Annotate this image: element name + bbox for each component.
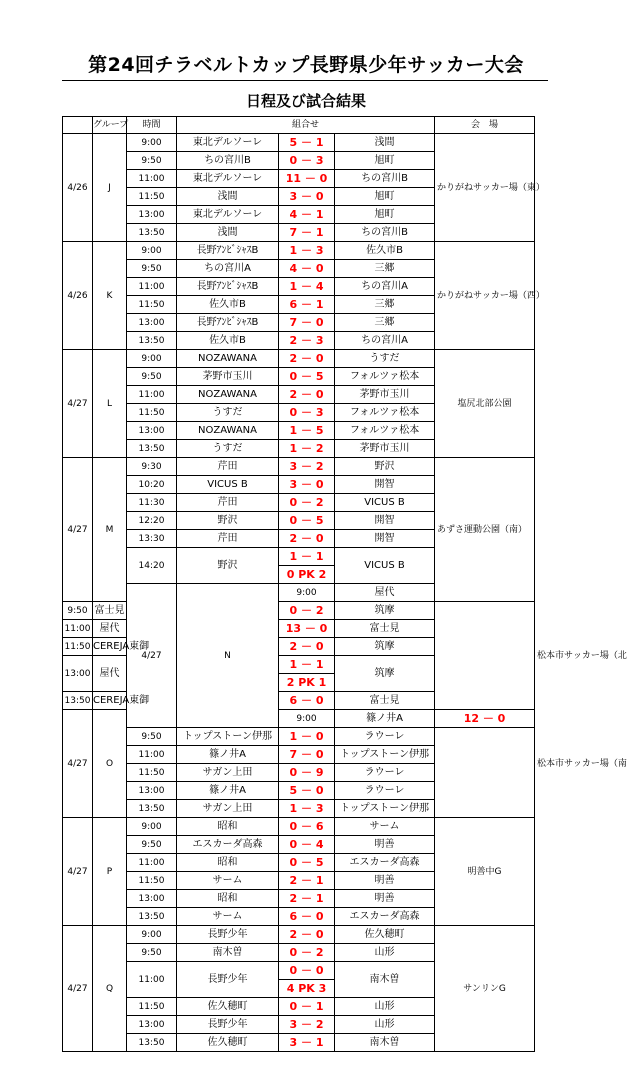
away-team: ラウーレ (335, 728, 435, 746)
match-time: 9:50 (63, 602, 93, 620)
match-time: 11:00 (127, 962, 177, 998)
group-letter: L (93, 350, 127, 458)
match-score: 12 － 0 (435, 710, 535, 728)
home-team: 野沢 (177, 512, 279, 530)
home-team: 芹田 (177, 458, 279, 476)
home-team: NOZAWANA (177, 350, 279, 368)
match-time: 11:50 (127, 872, 177, 890)
away-team: 佐久穂町 (335, 926, 435, 944)
away-team: 山形 (335, 944, 435, 962)
match-score: 4 － 0 (279, 260, 335, 278)
venue-name: 明善中G (435, 818, 535, 926)
match-time: 9:50 (127, 944, 177, 962)
match-time: 11:50 (127, 188, 177, 206)
match-time: 9:50 (127, 152, 177, 170)
home-team: 野沢 (177, 548, 279, 584)
match-time: 9:50 (127, 260, 177, 278)
away-team: 明善 (335, 836, 435, 854)
header-group: グループ (93, 117, 127, 134)
score-cell (279, 548, 335, 584)
away-team: ラウーレ (335, 764, 435, 782)
match-score: 11 － 0 (279, 170, 335, 188)
match-score: 2 － 0 (279, 386, 335, 404)
match-time: 9:00 (127, 926, 177, 944)
away-team: ちの宮川A (335, 332, 435, 350)
home-team: CEREJA東御 (93, 692, 127, 710)
away-team: エスカーダ高森 (335, 908, 435, 926)
match-time: 11:00 (127, 170, 177, 188)
match-score: 13 － 0 (279, 620, 335, 638)
home-team: 長野少年 (177, 1016, 279, 1034)
match-score: 1 － 2 (279, 440, 335, 458)
home-team: 浅間 (177, 188, 279, 206)
match-time: 9:50 (127, 728, 177, 746)
match-time: 11:00 (127, 386, 177, 404)
match-time: 13:50 (63, 692, 93, 710)
match-score: 1 － 1 (279, 656, 334, 674)
match-score: 0 － 1 (279, 998, 335, 1016)
home-team: 屋代 (335, 584, 435, 602)
match-score: 5 － 1 (279, 134, 335, 152)
away-team: 南木曽 (335, 1034, 435, 1052)
match-score: 0 － 3 (279, 404, 335, 422)
match-time: 13:00 (127, 206, 177, 224)
match-row (63, 764, 535, 782)
group-date: 4/27 (63, 818, 93, 926)
venue-name: あずさ運動公園（南） (435, 458, 535, 602)
home-team: うすだ (177, 440, 279, 458)
header-date (63, 117, 93, 134)
match-time: 13:50 (127, 1034, 177, 1052)
match-time: 13:00 (127, 314, 177, 332)
match-score: 2 － 0 (279, 926, 335, 944)
home-team: 昭和 (177, 890, 279, 908)
header-time: 時間 (127, 117, 177, 134)
match-score: 0 － 2 (279, 494, 335, 512)
match-time: 14:20 (127, 548, 177, 584)
match-row: 4/27 O 9:00 篠ノ井A 12 － 0 松本市サッカー場（南 (63, 710, 535, 728)
match-time: 11:00 (127, 278, 177, 296)
page-subtitle: 日程及び試合結果 (245, 92, 366, 110)
match-score: 4 － 1 (279, 206, 335, 224)
home-team: うすだ (177, 404, 279, 422)
match-time: 11:00 (127, 854, 177, 872)
header-venue: 会 場 (435, 117, 535, 134)
match-time: 13:00 (63, 656, 93, 692)
home-team: 長野少年 (177, 926, 279, 944)
home-team: エスカーダ高森 (177, 836, 279, 854)
group-letter: P (93, 818, 127, 926)
home-team: サガン上田 (177, 800, 279, 818)
away-team: エスカーダ高森 (335, 854, 435, 872)
match-score: 3 － 0 (279, 476, 335, 494)
away-team: 筑摩 (335, 638, 435, 656)
header-matchup: 組合せ (177, 117, 435, 134)
away-team: うすだ (335, 350, 435, 368)
group-letter: N (177, 584, 279, 728)
match-time: 9:00 (127, 818, 177, 836)
match-score: 1 － 1 (279, 548, 334, 566)
match-time: 11:50 (127, 404, 177, 422)
match-score: 6 － 0 (279, 908, 335, 926)
home-team: 昭和 (177, 818, 279, 836)
page-title: 第24回チラベルトカップ長野県少年サッカー大会 (88, 54, 524, 76)
match-time: 13:50 (127, 440, 177, 458)
home-team: 長野ｱﾝﾋﾞｼｬｽB (177, 278, 279, 296)
match-score: 2 － 3 (279, 332, 335, 350)
home-team: ちの宮川A (177, 260, 279, 278)
match-score: 0 － 4 (279, 836, 335, 854)
away-team: 富士見 (335, 692, 435, 710)
home-team: 佐久穂町 (177, 998, 279, 1016)
match-score: 2 － 0 (279, 638, 335, 656)
home-team: トップストーン伊那 (177, 728, 279, 746)
home-team: サガン上田 (177, 764, 279, 782)
venue-name: サンリンG (435, 926, 535, 1052)
match-score: 2 － 0 (279, 530, 335, 548)
away-team: フォルツァ松本 (335, 368, 435, 386)
match-score: 3 － 0 (279, 188, 335, 206)
match-time: 13:00 (127, 422, 177, 440)
match-score: 0 － 0 (279, 962, 334, 980)
away-team: 三郷 (335, 314, 435, 332)
match-score: 7 － 0 (279, 746, 335, 764)
match-time: 11:00 (127, 746, 177, 764)
match-score: 6 － 0 (279, 692, 335, 710)
match-time: 13:00 (127, 1016, 177, 1034)
home-team: 屋代 (93, 656, 127, 692)
away-team: トップストーン伊那 (335, 800, 435, 818)
home-team: 富士見 (93, 602, 127, 620)
match-time: 9:50 (127, 368, 177, 386)
away-team: 筑摩 (335, 602, 435, 620)
away-team: 富士見 (335, 620, 435, 638)
away-team: ラウーレ (335, 782, 435, 800)
away-team: 浅間 (335, 134, 435, 152)
group-date: 4/27 (63, 458, 93, 602)
away-team: トップストーン伊那 (335, 746, 435, 764)
group-date: 4/27 (63, 710, 93, 818)
home-team: 南木曽 (177, 944, 279, 962)
match-row (63, 782, 535, 800)
venue-name: かりがねサッカー場（東） (435, 134, 535, 242)
match-time: 13:30 (127, 530, 177, 548)
home-team: 長野ｱﾝﾋﾞｼｬｽB (177, 314, 279, 332)
home-team: サーム (177, 908, 279, 926)
match-score: 1 － 3 (279, 800, 335, 818)
group-letter: J (93, 134, 127, 242)
home-team: ちの宮川B (177, 152, 279, 170)
match-time: 9:00 (127, 242, 177, 260)
home-team: 芹田 (177, 494, 279, 512)
match-score: 5 － 0 (279, 782, 335, 800)
match-row (63, 728, 535, 746)
home-team: CEREJA東御 (93, 638, 127, 656)
home-team: 浅間 (177, 224, 279, 242)
match-time: 13:00 (127, 782, 177, 800)
match-score: 2 － 1 (279, 890, 335, 908)
home-team: 長野少年 (177, 962, 279, 998)
match-score: 3 － 2 (279, 1016, 335, 1034)
home-team: 篠ノ井A (335, 710, 435, 728)
match-score: 1 － 0 (279, 728, 335, 746)
match-time: 9:00 (127, 350, 177, 368)
away-team: フォルツァ松本 (335, 422, 435, 440)
group-letter: O (93, 710, 127, 818)
match-score: 3 － 2 (279, 458, 335, 476)
match-score: 0 － 5 (279, 512, 335, 530)
match-time: 10:20 (127, 476, 177, 494)
home-team: 芹田 (177, 530, 279, 548)
home-team: 茅野市玉川 (177, 368, 279, 386)
match-score: 3 － 1 (279, 1034, 335, 1052)
home-team: 佐久穂町 (177, 1034, 279, 1052)
title-underline (62, 80, 548, 81)
match-score: 0 － 2 (279, 944, 335, 962)
group-letter: K (93, 242, 127, 350)
away-team: フォルツァ松本 (335, 404, 435, 422)
group-date: 4/27 (63, 350, 93, 458)
match-time: 11:50 (127, 296, 177, 314)
match-time: 13:50 (127, 908, 177, 926)
home-team: 昭和 (177, 854, 279, 872)
match-row (63, 350, 535, 368)
match-score: 0 － 9 (279, 764, 335, 782)
home-team: NOZAWANA (177, 386, 279, 404)
match-score: 6 － 1 (279, 296, 335, 314)
match-score: 1 － 4 (279, 278, 335, 296)
match-time: 9:30 (127, 458, 177, 476)
group-date: 4/26 (63, 134, 93, 242)
away-team: 佐久市B (335, 242, 435, 260)
score-cell (279, 962, 335, 998)
home-team: NOZAWANA (177, 422, 279, 440)
match-time: 11:00 (63, 620, 93, 638)
pk-score: 4 PK 3 (286, 982, 327, 995)
match-score: 0 － 3 (279, 152, 335, 170)
match-time: 11:30 (127, 494, 177, 512)
home-team: 佐久市B (177, 332, 279, 350)
away-team: 野沢 (335, 458, 435, 476)
away-team: VICUS B (335, 548, 435, 584)
match-time: 11:50 (63, 638, 93, 656)
away-team: 明善 (335, 872, 435, 890)
pk-score: 2 PK 1 (286, 676, 327, 689)
match-row (63, 134, 535, 152)
away-team: 茅野市玉川 (335, 440, 435, 458)
away-team: VICUS B (335, 494, 435, 512)
home-team: 佐久市B (177, 296, 279, 314)
away-team: 旭町 (335, 152, 435, 170)
away-team: 山形 (335, 1016, 435, 1034)
schedule-table (62, 116, 627, 1052)
home-team: サーム (177, 872, 279, 890)
match-time: 9:00 (127, 134, 177, 152)
match-time: 11:50 (127, 764, 177, 782)
match-row (63, 926, 535, 944)
away-team: 開智 (335, 512, 435, 530)
group-date: 4/26 (63, 242, 93, 350)
match-time: 13:50 (127, 224, 177, 242)
pk-score: 0 PK 2 (286, 568, 327, 581)
match-row (63, 458, 535, 476)
away-team: ちの宮川A (335, 278, 435, 296)
match-time: 9:50 (127, 836, 177, 854)
away-team: 旭町 (335, 206, 435, 224)
match-row (63, 746, 535, 764)
match-score: 0 － 5 (279, 854, 335, 872)
away-team: 茅野市玉川 (335, 386, 435, 404)
away-team: 明善 (335, 890, 435, 908)
match-row: 4/27 N 9:00 屋代 松本市サッカー場（北 (63, 584, 535, 602)
score-cell (279, 656, 335, 692)
away-team: ちの宮川B (335, 224, 435, 242)
away-team: 開智 (335, 476, 435, 494)
match-score: 0 － 6 (279, 818, 335, 836)
home-team: 東北デルソーレ (177, 134, 279, 152)
home-team: 屋代 (93, 620, 127, 638)
group-letter: M (93, 458, 127, 602)
away-team: ちの宮川B (335, 170, 435, 188)
group-date: 4/27 (127, 584, 177, 728)
match-score: 2 － 0 (279, 350, 335, 368)
home-team: 東北デルソーレ (177, 206, 279, 224)
away-team: 山形 (335, 998, 435, 1016)
match-score: 1 － 3 (279, 242, 335, 260)
away-team: 三郷 (335, 296, 435, 314)
away-team: サーム (335, 818, 435, 836)
match-time: 12:20 (127, 512, 177, 530)
venue-name: 塩尻北部公園 (435, 350, 535, 458)
match-time: 9:00 (279, 584, 335, 602)
match-time: 11:50 (127, 998, 177, 1016)
header-row (63, 117, 535, 134)
match-row (63, 242, 535, 260)
home-team: 篠ノ井A (177, 746, 279, 764)
match-time: 13:00 (127, 890, 177, 908)
match-time: 13:50 (127, 332, 177, 350)
match-score: 0 － 5 (279, 368, 335, 386)
away-team: 開智 (335, 530, 435, 548)
match-row (63, 800, 535, 818)
away-team: 南木曽 (335, 962, 435, 998)
home-team: 長野ｱﾝﾋﾞｼｬｽB (177, 242, 279, 260)
match-score: 0 － 2 (279, 602, 335, 620)
match-score: 7 － 1 (279, 224, 335, 242)
venue-name: かりがねサッカー場（西） (435, 242, 535, 350)
away-team: 筑摩 (335, 656, 435, 692)
match-row (63, 818, 535, 836)
match-score: 7 － 0 (279, 314, 335, 332)
group-letter: Q (93, 926, 127, 1052)
away-team: 三郷 (335, 260, 435, 278)
group-date: 4/27 (63, 926, 93, 1052)
home-team: VICUS B (177, 476, 279, 494)
home-team: 東北デルソーレ (177, 170, 279, 188)
match-time: 13:50 (127, 800, 177, 818)
match-score: 2 － 1 (279, 872, 335, 890)
home-team: 篠ノ井A (177, 782, 279, 800)
match-score: 1 － 5 (279, 422, 335, 440)
match-time: 9:00 (279, 710, 335, 728)
away-team: 旭町 (335, 188, 435, 206)
